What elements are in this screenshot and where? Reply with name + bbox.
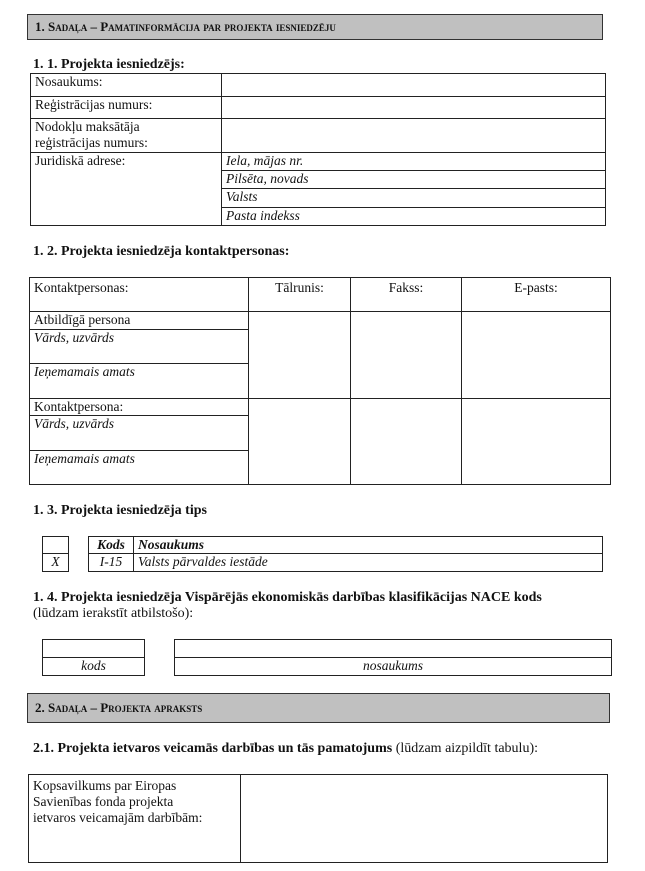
contact-fax-input[interactable]: [351, 399, 462, 485]
fax-col-header: Fakss:: [351, 278, 462, 312]
address-street-field[interactable]: Iela, mājas nr.: [222, 153, 606, 171]
heading-1-4: 1. 4. Projekta iesniedzēja Vispārējās ekonomiskās darbības klasifikācijas NACE kods: [33, 590, 542, 605]
heading-1-3: 1. 3. Projekta iesniedzēja tips: [33, 503, 207, 518]
nace-name-table: [174, 639, 612, 676]
nace-code-caption: kods: [43, 658, 145, 676]
type-table: [88, 536, 603, 572]
activities-summary-label: [29, 775, 241, 863]
contact-person-label: Kontaktpersona:: [30, 399, 249, 416]
type-checkbox[interactable]: X: [43, 554, 69, 572]
type-name-value: Valsts pārvaldes iestāde: [134, 554, 603, 572]
address-country-field[interactable]: Valsts: [222, 189, 606, 208]
nace-name-caption: nosaukums: [175, 658, 612, 676]
address-label: Juridiskā adrese:: [31, 153, 222, 226]
type-code-header: Kods: [89, 537, 134, 554]
responsible-position-field[interactable]: Ieņemamais amats: [30, 364, 249, 399]
activities-summary-input[interactable]: [241, 775, 608, 863]
type-checkbox-table: [42, 536, 69, 572]
section-2-header: [27, 693, 610, 723]
reg-number-label: Reģistrācijas numurs:: [31, 97, 222, 119]
section-2-number: 2.: [35, 700, 45, 715]
tax-number-label: [31, 119, 222, 153]
nace-subtext: (lūdzam ierakstīt atbilstošo):: [33, 606, 194, 621]
responsible-email-input[interactable]: [462, 312, 611, 399]
heading-2-1: [33, 741, 538, 757]
name-label: Nosaukums:: [31, 74, 222, 97]
nace-code-input[interactable]: [43, 640, 145, 658]
phone-col-header: Tālrunis:: [249, 278, 351, 312]
section-2-title: Sadaļa – Projekta apraksts: [48, 700, 203, 715]
heading-1-2: 1. 2. Projekta iesniedzēja kontaktpersonas:: [33, 244, 290, 259]
heading-1-1: 1. 1. Projekta iesniedzējs:: [33, 57, 185, 72]
responsible-fax-input[interactable]: [351, 312, 462, 399]
section-1-title: Sadaļa – Pamatinformācija par projekta iesniedzēju: [48, 19, 336, 34]
type-name-header: Nosaukums: [134, 537, 603, 554]
contact-name-field[interactable]: Vārds, uzvārds: [30, 416, 249, 451]
section-1-number: 1.: [35, 19, 45, 34]
name-input[interactable]: [222, 74, 606, 97]
type-code-value: I-15: [89, 554, 134, 572]
tax-number-input[interactable]: [222, 119, 606, 153]
contacts-col-header: Kontaktpersonas:: [30, 278, 249, 312]
email-col-header: E-pasts:: [462, 278, 611, 312]
responsible-person-label: Atbildīgā persona: [30, 312, 249, 330]
contacts-table: [29, 277, 611, 485]
heading-2-1-title: 2.1. Projekta ietvaros veicamās darbības un tās pamatojums: [33, 741, 393, 756]
nace-name-input[interactable]: [175, 640, 612, 658]
tax-label-line1: Nodokļu maksātāja: [35, 119, 140, 134]
activities-label-line1: Kopsavilkums par Eiropas: [33, 778, 177, 793]
address-postal-field[interactable]: Pasta indekss: [222, 208, 606, 226]
contact-email-input[interactable]: [462, 399, 611, 485]
contact-phone-input[interactable]: [249, 399, 351, 485]
contact-position-field[interactable]: Ieņemamais amats: [30, 451, 249, 485]
nace-code-table: [42, 639, 145, 676]
heading-2-1-note: (lūdzam aizpildīt tabulu):: [395, 741, 538, 756]
applicant-table: [30, 73, 606, 226]
activities-label-line2: Savienības fonda projekta: [33, 794, 174, 809]
responsible-name-field[interactable]: Vārds, uzvārds: [30, 330, 249, 364]
reg-number-input[interactable]: [222, 97, 606, 119]
responsible-phone-input[interactable]: [249, 312, 351, 399]
address-city-field[interactable]: Pilsēta, novads: [222, 171, 606, 189]
activities-table: [28, 774, 608, 863]
type-checkbox-header: [43, 537, 69, 554]
section-1-header: [27, 14, 603, 40]
activities-label-line3: ietvaros veicamajām darbībām:: [33, 810, 203, 825]
tax-label-line2: reģistrācijas numurs:: [35, 135, 148, 150]
